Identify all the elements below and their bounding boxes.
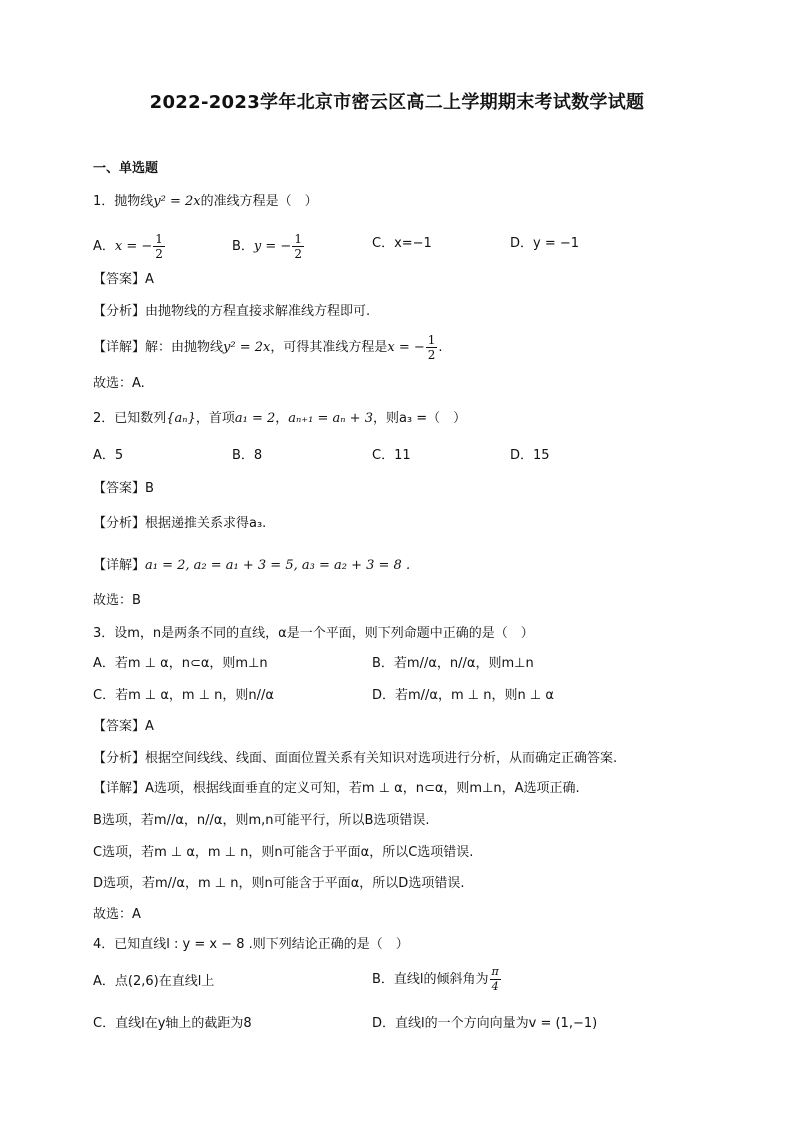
q3-detail-1: 【详解】A选项，根据线面垂直的定义可知，若m ⊥ α，n⊂α，则m⊥n，A选项正确. bbox=[93, 781, 580, 796]
q4-option-d: D．直线l的一个方向向量为v = (1,−1) bbox=[372, 1016, 598, 1031]
q4-option-b: B．直线l的倾斜角为 $\frac{\pi}{4}$ bbox=[372, 965, 499, 993]
q2-option-d: D．15 bbox=[510, 448, 550, 463]
q2-option-b: B．8 bbox=[232, 448, 263, 463]
q1-option-d: D．y = −1 bbox=[510, 236, 580, 251]
page-title: 2022-2023学年北京市密云区高二上学期期末考试数学试题 bbox=[149, 92, 645, 113]
q2-analysis: 【分析】根据递推关系求得a₃. bbox=[93, 516, 267, 531]
q2-option-a: A．5 bbox=[93, 448, 124, 463]
q1-tail: 的准线方程是（ ） bbox=[200, 194, 318, 209]
q3-analysis: 【分析】根据空间线线、线面、面面位置关系有关知识对选项进行分析，从而确定正确答案. bbox=[93, 751, 618, 766]
q3-option-c: C．若m ⊥ α，m ⊥ n，则n//α bbox=[93, 688, 274, 703]
q3-answer: 【答案】A bbox=[93, 719, 154, 734]
question-3-stem: 3．设m，n是两条不同的直线，α是一个平面，则下列命题中正确的是（ ） bbox=[93, 626, 534, 641]
q2-option-c: C．11 bbox=[372, 448, 411, 463]
q3-option-b: B．若m//α，n//α，则m⊥n bbox=[372, 656, 534, 671]
question-4-stem: 4．已知直线l : y = x − 8 .则下列结论正确的是（ ） bbox=[93, 937, 409, 952]
q1-number: 1．抛物线 bbox=[93, 194, 154, 209]
q2-detail: 【详解】a₁ = 2, a₂ = a₁ + 3 = 5, a₃ = a₂ + 3 = 8 . bbox=[93, 558, 411, 573]
q3-detail-2: B选项，若m//α，n//α，则m,n可能平行，所以B选项错误. bbox=[93, 813, 430, 828]
q3-choice: 故选：A bbox=[93, 907, 141, 922]
q3-option-a: A．若m ⊥ α，n⊂α，则m⊥n bbox=[93, 656, 268, 671]
q3-detail-4: D选项，若m//α，m ⊥ n，则n可能含于平面α，所以D选项错误. bbox=[93, 876, 465, 891]
q2-answer: 【答案】B bbox=[93, 481, 154, 496]
q2-choice: 故选：B bbox=[93, 593, 141, 608]
q1-equation: y² = 2x bbox=[153, 194, 201, 209]
q3-detail-3: C选项，若m ⊥ α，m ⊥ n，则n可能含于平面α，所以C选项错误. bbox=[93, 845, 474, 860]
q1-detail: 【详解】解：由抛物线y² = 2x，可得其准线方程是x = − $\frac{1}{2}$ . bbox=[93, 333, 443, 362]
q1-option-c: C．x=−1 bbox=[372, 236, 432, 251]
question-1-stem bbox=[93, 193, 318, 211]
question-2-stem: 2．已知数列{aₙ}，首项a₁ = 2，aₙ₊₁ = aₙ + 3，则a₃ =（ ） bbox=[93, 411, 467, 426]
q1-answer: 【答案】A bbox=[93, 272, 154, 287]
q1-option-b: B．y = − $\frac{1}{2}$ bbox=[232, 232, 302, 261]
q1-analysis: 【分析】由抛物线的方程直接求解准线方程即可. bbox=[93, 304, 371, 319]
section-heading: 一、单选题 bbox=[93, 161, 159, 176]
q1-option-a: A．x = − $\frac{1}{2}$ bbox=[93, 232, 163, 261]
q1-choice: 故选：A. bbox=[93, 376, 145, 391]
q4-option-a: A．点(2,6)在直线l上 bbox=[93, 974, 215, 989]
q4-option-c: C．直线l在y轴上的截距为8 bbox=[93, 1016, 252, 1031]
q3-option-d: D．若m//α，m ⊥ n，则n ⊥ α bbox=[372, 688, 554, 703]
